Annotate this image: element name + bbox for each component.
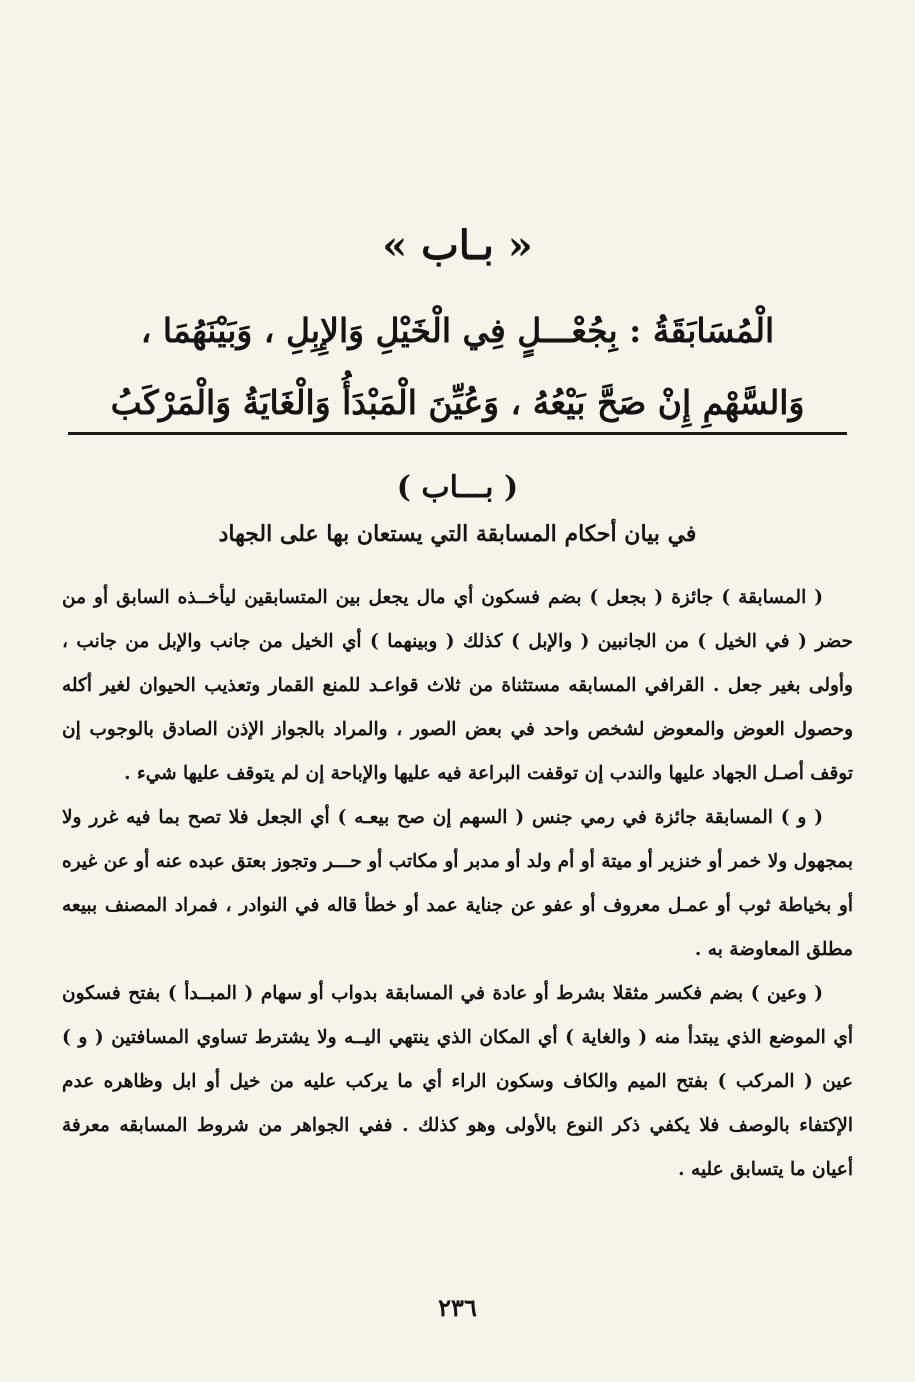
commentary-paragraph: ( و ) المسابقة جائزة في رمي جنس ( السهم إن صح بيعـه ) أي الجعل فلا تصح بما فيه غرر ولا بمجهول ولا خمر أو خنزير أو ميتة أو أم ولد أو مدبر أو مكاتب أو حـــر وتجوز بعتق عبده عنه أو عن غيره أو بخياطة ثوب أو عمـل معروف أو عفو عن جناية عمد أو خطأ قاله في النوادر ، فمراد المصنف ببيعه مطلق المعاوضة به .: [62, 807, 853, 960]
commentary-text: [62, 576, 853, 1192]
commentary-paragraph: ( المسابقة ) جائزة ( بجعل ) بضم فسكون أي مال يجعل بين المتسابقين ليأخــذه السابق أو من حضر ( في الخيل ) من الجانبين ( والإبل ) كذلك ( وبينهما ) أي الخيل من جانب والإبل من جانب ، وأولى بغير جعل . القرافي المسابقه مستثناة من ثلاث قواعـد للمنع القمار وتعذيب الحيوان لغير أكله وحصول العوض والمعوض لشخص واحد في بعض الصور ، والمراد بالجواز الإذن الصادق بالوجوب إن توقف أصـل الجهاد عليها والندب إن توقفت البراعة فيه عليها والإباحة إن لم يتوقف عليها شيء .: [62, 587, 853, 784]
commentary-paragraph: ( وعين ) بضم فكسر مثقلا بشرط أو عادة في المسابقة بدواب أو سهام ( المبــدأ ) بفتح فسكون أي الموضع الذي يبتدأ منه ( والغاية ) أي المكان الذي ينتهي اليــه ولا يشترط تساوي المسافتين ( و ) عين ( المركب ) بفتح الميم والكاف وسكون الراء أي ما يركب عليه من خيل أو ابل وظاهره عدم الإكتفاء بالوصف فلا يكفي ذكر النوع بالأولى وهو كذلك . ففي الجواهر من شروط المسابقه معرفة أعيان ما يتسابق عليه .: [62, 983, 853, 1180]
chapter-heading: « بـاب »: [382, 222, 533, 269]
page-number: ٢٣٦: [438, 1293, 477, 1322]
section-heading: ( بـــاب ): [396, 470, 519, 505]
matn-text: الْمُسَابَقَةُ : بِجُعْـــلٍ فِي الْخَيْلِ وَالإِبِلِ ، وَبَيْنَهُمَا ، وَالسَّهْمِ إِنْ صَحَّ بَيْعُهُ ، وَعُيِّنَ الْمَبْدَأُ وَالْغَايَةُ وَالْمَرْكَبُ: [110, 311, 805, 422]
divider-line: [68, 432, 847, 435]
section-title: في بيان أحكام المسابقة التي يستعان بها على الجهاد: [218, 521, 697, 547]
